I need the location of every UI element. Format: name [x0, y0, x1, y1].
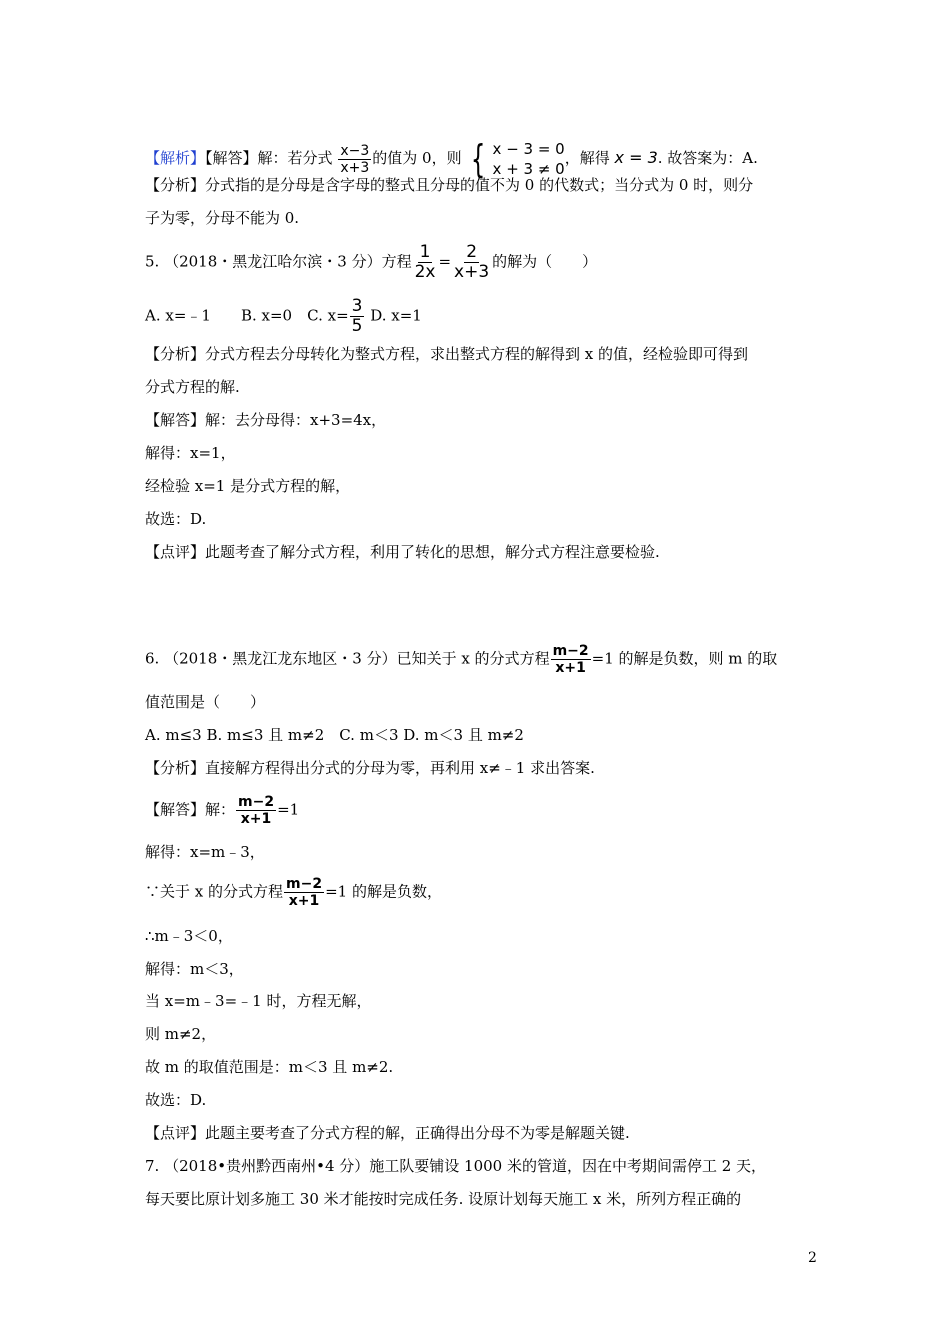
fraction-numerator: 2 [466, 242, 478, 262]
q6-solution-line: 故选：D. [145, 1091, 207, 1109]
q5-options [145, 297, 422, 336]
q7-stem-line-2: 每天要比原计划多施工 30 米才能按时完成任务. 设原计划每天施工 x 米，所列方程正确的 [145, 1190, 742, 1208]
q4-analysis-line-1: 【分析】分式指的是分母是含字母的整式且分母的值不为 0 的代数式；当分式为 0 时，则分 [145, 176, 754, 194]
q6-solution-line: ∴m﹣3＜0， [145, 927, 233, 945]
fraction-denominator: x+1 [555, 660, 586, 676]
stem-text: ∵关于 x 的分式方程 [145, 882, 283, 901]
q5-comment: 【点评】此题考查了解分式方程，利用了转化的思想，解分式方程注意要检验. [145, 543, 660, 561]
q5-stem [145, 243, 597, 282]
q5-solution-line: 经检验 x=1 是分式方程的解， [145, 477, 351, 495]
q4-analysis-line-2: 子为零，分母不能为 0. [145, 209, 300, 227]
option-c: C. x= [307, 306, 349, 325]
fraction [350, 297, 365, 336]
answer-text: 解：若分式 [257, 149, 333, 167]
q5-analysis-line-1: 【分析】分式方程去分母转化为整式方程，求出整式方程的解得到 x 的值，经检验即可得到 [145, 345, 748, 363]
stem-text: 5. （2018・黑龙江哈尔滨・3 分）方程 [145, 252, 412, 271]
fraction-numerator: m−2 [286, 876, 323, 892]
stem-text: =1 的解是负数，则 m 的取 [591, 649, 778, 668]
q6-stem [145, 643, 777, 676]
fraction [338, 143, 371, 176]
fraction [284, 876, 324, 909]
answer-text: . 故答案为：A. [657, 149, 758, 167]
stem-text: =1 [277, 800, 300, 819]
solution-value: x = 3 [614, 148, 658, 167]
fraction-numerator: x−3 [340, 142, 370, 159]
fraction-numerator: 3 [351, 296, 363, 316]
fraction-denominator: x+3 [340, 159, 370, 176]
fraction [551, 643, 591, 676]
q6-solution-line [145, 876, 442, 909]
q6-solution-line: 故 m 的取值范围是：m＜3 且 m≠2. [145, 1058, 394, 1076]
answer-text: ，解得 [564, 149, 610, 167]
fraction [452, 243, 491, 282]
q6-solution-eq [145, 794, 299, 827]
q6-stem-line-2: 值范围是（ ） [145, 693, 266, 711]
brace-icon: { [471, 137, 486, 181]
q5-solution-line: 故选：D. [145, 510, 207, 528]
q5-solution-line: 解得：x=1， [145, 444, 236, 462]
fraction-denominator: 5 [351, 316, 363, 336]
q6-options: A. m≤3 B. m≤3 且 m≠2 C. m＜3 D. m＜3 且 m≠2 [145, 726, 524, 744]
q6-analysis: 【分析】直接解方程得出分式的分母为零，再利用 x≠﹣1 求出答案. [145, 759, 595, 777]
analysis-tag: 【解析】 [145, 149, 206, 167]
fraction-denominator: x+1 [288, 893, 320, 909]
fraction [413, 243, 438, 282]
stem-text: 的解为（ ） [492, 252, 598, 271]
system-row: x + 3 ≠ 0 [492, 160, 565, 178]
answer-text: 的值为 0，则 [372, 149, 462, 167]
fraction-denominator: x+1 [240, 811, 272, 827]
equals-sign: = [438, 252, 452, 271]
q6-solution-line: 当 x=m﹣3=﹣1 时，方程无解， [145, 992, 372, 1010]
page-number: 2 [808, 1250, 817, 1266]
answer-tag: 【解答】 [205, 149, 258, 167]
q5-solution-line: 【解答】解：去分母得：x+3=4x， [145, 411, 387, 429]
fraction-numerator: m−2 [238, 794, 275, 810]
q6-solution-line: 解得：x=m﹣3， [145, 843, 265, 861]
stem-text: =1 的解是负数， [325, 882, 442, 901]
fraction-denominator: 2x [414, 262, 436, 282]
option-b: B. x=0 [240, 306, 293, 325]
stem-text: 6. （2018・黑龙江龙东地区・3 分）已知关于 x 的分式方程 [145, 649, 550, 668]
fraction-denominator: x+3 [454, 262, 490, 282]
q6-solution-line: 则 m≠2， [145, 1025, 217, 1043]
fraction-numerator: m−2 [552, 643, 589, 659]
q6-solution-line: 解得：m＜3， [145, 960, 244, 978]
system-row: x − 3 = 0 [492, 140, 565, 158]
option-a: A. x=﹣1 [145, 306, 211, 325]
stem-text: 【解答】解： [145, 800, 236, 819]
q7-stem-line-1: 7. （2018•贵州黔西南州•4 分）施工队要铺设 1000 米的管道，因在中考期间需停工 2 天， [145, 1157, 767, 1175]
fraction-numerator: 1 [419, 242, 431, 262]
q6-comment: 【点评】此题主要考查了分式方程的解，正确得出分母不为零是解题关键. [145, 1124, 630, 1142]
fraction [236, 794, 276, 827]
q5-analysis-line-2: 分式方程的解. [145, 378, 240, 396]
option-d: D. x=1 [370, 306, 422, 325]
